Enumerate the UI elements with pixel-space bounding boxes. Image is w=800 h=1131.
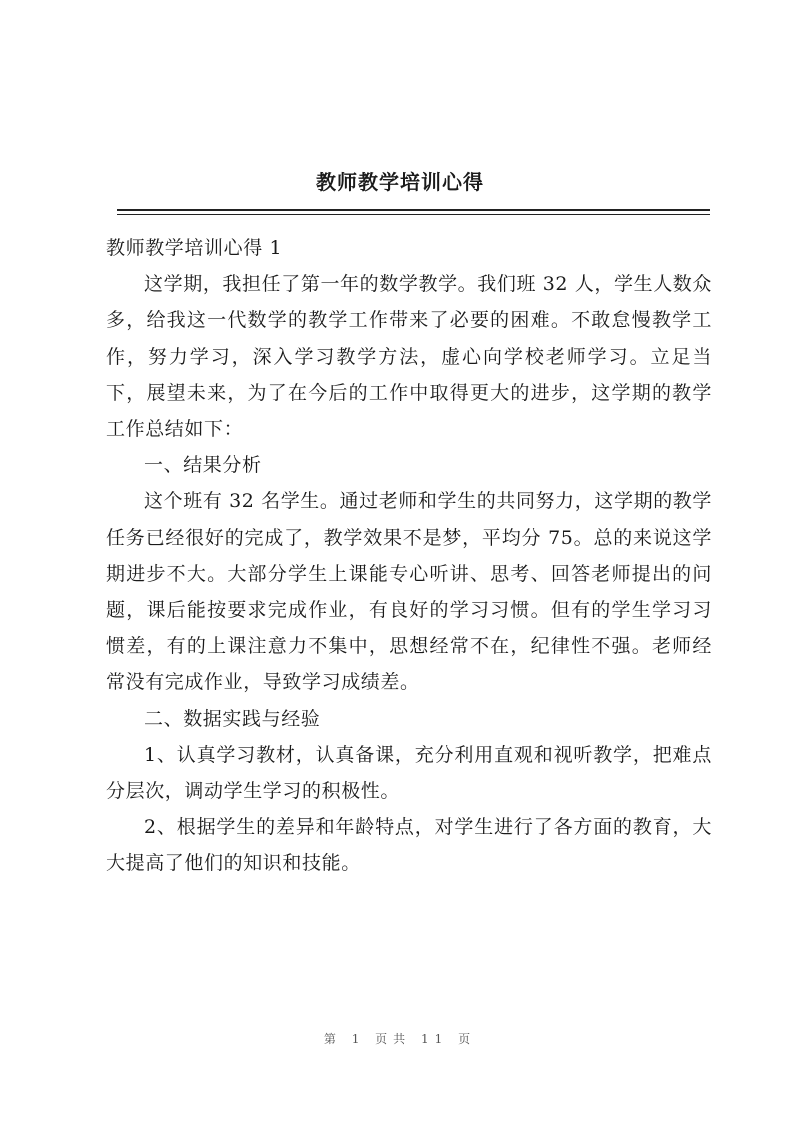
page-number-footer: 第 1 页共 11 页 bbox=[323, 1032, 477, 1046]
title-divider-thin bbox=[117, 214, 710, 215]
paragraph-point-2: 2、根据学生的差异和年龄特点，对学生进行了各方面的教育，大大提高了他们的知识和技能。 bbox=[106, 816, 712, 875]
paragraph-point-1: 1、认真学习教材，认真备课，充分利用直观和视听教学，把难点分层次，调动学生学习的积极性。 bbox=[106, 743, 712, 803]
heading-results-analysis: 一、结果分析 bbox=[144, 454, 262, 477]
document-title: 教师教学培训心得 bbox=[316, 170, 484, 194]
paragraph-intro: 这学期，我担任了第一年的数学教学。我们班 32 人，学生人数众多，给我这一代数学的教学工作带来了必要的困难。不敢怠慢教学工作，努力学习，深入学习教学方法，虚心向学校老师学习。立足当下，展望未来，为了在今后的工作中取得更大的进步，这学期的教学工作总结如下： bbox=[106, 273, 712, 441]
title-divider bbox=[117, 209, 710, 211]
section-subtitle: 教师教学培训心得 1 bbox=[106, 237, 283, 259]
document-body bbox=[106, 230, 712, 882]
heading-practice-experience: 二、数据实践与经验 bbox=[144, 707, 321, 730]
paragraph-results: 这个班有 32 名学生。通过老师和学生的共同努力，这学期的教学任务已经很好的完成了，教学效果不是梦，平均分 75。总的来说这学期进步不大。大部分学生上课能专心听讲、思考、回答老师提出的问题，课后能按要求完成作业，有良好的学习习惯。但有的学生学习习惯差，有的上课注意力不集中，思想经常不在，纪律性不强。老师经常没有完成作业，导致学习成绩差。 bbox=[106, 490, 712, 694]
